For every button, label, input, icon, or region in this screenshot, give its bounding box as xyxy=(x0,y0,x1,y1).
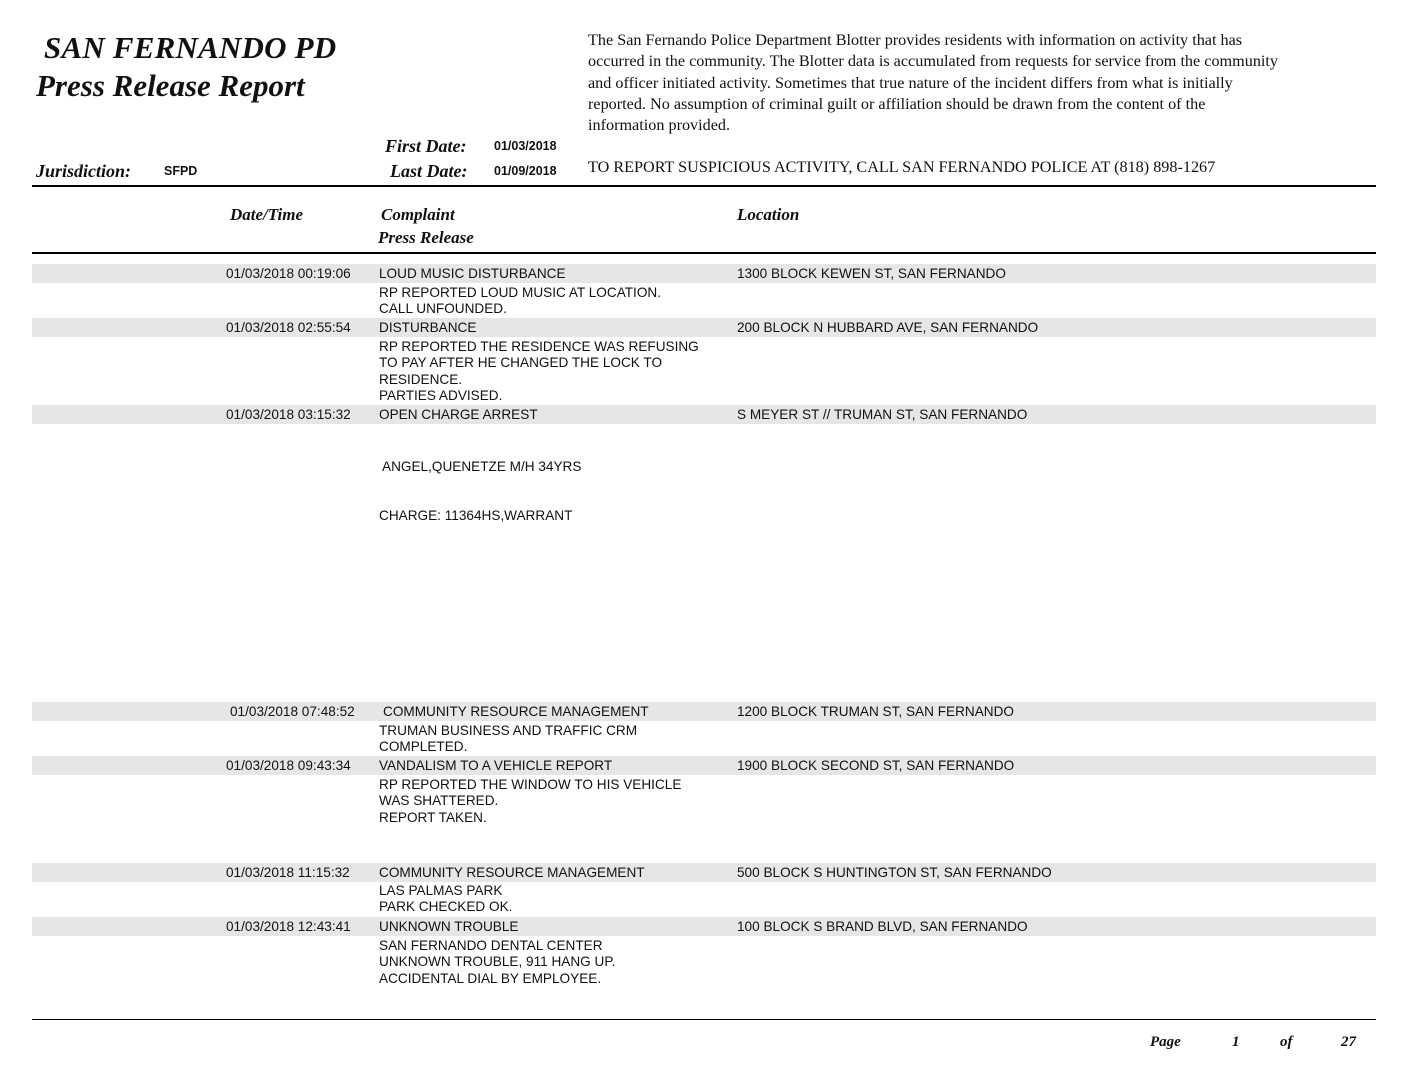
disclaimer xyxy=(588,30,1368,136)
note-line: RESIDENCE. xyxy=(379,371,463,387)
record-complaint: DISTURBANCE xyxy=(379,320,477,335)
record-location: 1200 BLOCK TRUMAN ST, SAN FERNANDO xyxy=(737,704,1014,719)
record-location: 500 BLOCK S HUNTINGTON ST, SAN FERNANDO xyxy=(737,865,1052,880)
note-line: CALL UNFOUNDED. xyxy=(379,301,507,317)
suspicious-activity-notice: TO REPORT SUSPICIOUS ACTIVITY, CALL SAN FERNANDO POLICE AT (818) 898-1267 xyxy=(588,158,1216,176)
column-press-release: Press Release xyxy=(378,228,474,247)
record-complaint: OPEN CHARGE ARREST xyxy=(379,407,538,422)
record-complaint: VANDALISM TO A VEHICLE REPORT xyxy=(379,758,613,773)
jurisdiction-label: Jurisdiction: xyxy=(36,161,132,181)
note-line: RP REPORTED THE RESIDENCE WAS REFUSING xyxy=(379,339,699,354)
note-line: PARK CHECKED OK. xyxy=(379,899,513,915)
first-date-label: First Date: xyxy=(385,136,467,156)
record-datetime: 01/03/2018 03:15:32 xyxy=(226,407,351,422)
note-line: WAS SHATTERED. xyxy=(379,793,499,809)
disclaimer-line: reported. No assumption of criminal guilt or affiliation should be drawn from the content of the xyxy=(588,94,1206,113)
column-location: Location xyxy=(737,205,800,224)
first-date-value: 01/03/2018 xyxy=(494,139,557,153)
note-line: RP REPORTED THE WINDOW TO HIS VEHICLE xyxy=(379,777,682,792)
page-number: 1 xyxy=(1232,1034,1240,1050)
column-datetime: Date/Time xyxy=(230,205,304,224)
note-line: LAS PALMAS PARK xyxy=(379,883,503,898)
note-line: RP REPORTED LOUD MUSIC AT LOCATION. xyxy=(379,285,661,300)
record-datetime: 01/03/2018 09:43:34 xyxy=(226,758,351,773)
record-notes xyxy=(379,426,581,541)
last-date-label: Last Date: xyxy=(390,161,468,181)
note-line: PARTIES ADVISED. xyxy=(379,388,503,404)
report-title: Press Release Report xyxy=(36,68,305,103)
page-label: Page xyxy=(1150,1034,1181,1050)
record-datetime: 01/03/2018 07:48:52 xyxy=(230,704,355,719)
header-divider xyxy=(32,185,1376,187)
column-divider xyxy=(32,252,1376,254)
record-complaint: COMMUNITY RESOURCE MANAGEMENT xyxy=(383,704,649,719)
note-line: CHARGE: 11364HS,WARRANT xyxy=(379,508,573,524)
last-date-value: 01/09/2018 xyxy=(494,164,557,178)
total-pages: 27 xyxy=(1341,1034,1356,1050)
record-notes xyxy=(379,938,615,987)
note-line: REPORT TAKEN. xyxy=(379,809,487,825)
record-complaint: COMMUNITY RESOURCE MANAGEMENT xyxy=(379,865,645,880)
record-notes xyxy=(379,777,681,826)
of-label: of xyxy=(1280,1034,1293,1050)
agency-name: SAN FERNANDO PD xyxy=(44,30,337,65)
note-line: SAN FERNANDO DENTAL CENTER xyxy=(379,938,603,953)
record-notes xyxy=(379,883,512,916)
note-line: ACCIDENTAL DIAL BY EMPLOYEE. xyxy=(379,970,602,986)
record-complaint: LOUD MUSIC DISTURBANCE xyxy=(379,266,566,281)
note-line: TO PAY AFTER HE CHANGED THE LOCK TO xyxy=(379,355,663,371)
disclaimer-line: The San Fernando Police Department Blotter provides residents with information on activity that has xyxy=(588,31,1243,49)
disclaimer-line: information provided. xyxy=(588,116,731,135)
note-line: TRUMAN BUSINESS AND TRAFFIC CRM xyxy=(379,723,638,738)
record-datetime: 01/03/2018 00:19:06 xyxy=(226,266,351,281)
record-notes xyxy=(379,723,637,756)
footer-divider xyxy=(32,1019,1376,1020)
record-complaint: UNKNOWN TROUBLE xyxy=(379,919,519,934)
disclaimer-line: and officer initiated activity. Sometimes that true nature of the incident differs from what is initially xyxy=(588,73,1233,92)
note-line: ANGEL,QUENETZE M/H 34YRS xyxy=(379,458,582,474)
record-location: 1900 BLOCK SECOND ST, SAN FERNANDO xyxy=(737,758,1015,773)
record-location: S MEYER ST // TRUMAN ST, SAN FERNANDO xyxy=(737,407,1028,422)
note-line: UNKNOWN TROUBLE, 911 HANG UP. xyxy=(379,954,616,970)
record-datetime: 01/03/2018 11:15:32 xyxy=(226,865,350,880)
record-location: 200 BLOCK N HUBBARD AVE, SAN FERNANDO xyxy=(737,320,1039,335)
jurisdiction-value: SFPD xyxy=(164,164,198,178)
record-datetime: 01/03/2018 02:55:54 xyxy=(226,320,351,335)
record-notes xyxy=(379,339,699,405)
note-line: COMPLETED. xyxy=(379,739,468,755)
record-datetime: 01/03/2018 12:43:41 xyxy=(226,919,351,934)
record-location: 1300 BLOCK KEWEN ST, SAN FERNANDO xyxy=(737,266,1006,281)
column-complaint: Complaint xyxy=(381,205,455,224)
record-notes xyxy=(379,285,661,318)
record-location: 100 BLOCK S BRAND BLVD, SAN FERNANDO xyxy=(737,919,1028,934)
disclaimer-line: occurred in the community. The Blotter data is accumulated from requests for service from the community xyxy=(588,52,1278,71)
